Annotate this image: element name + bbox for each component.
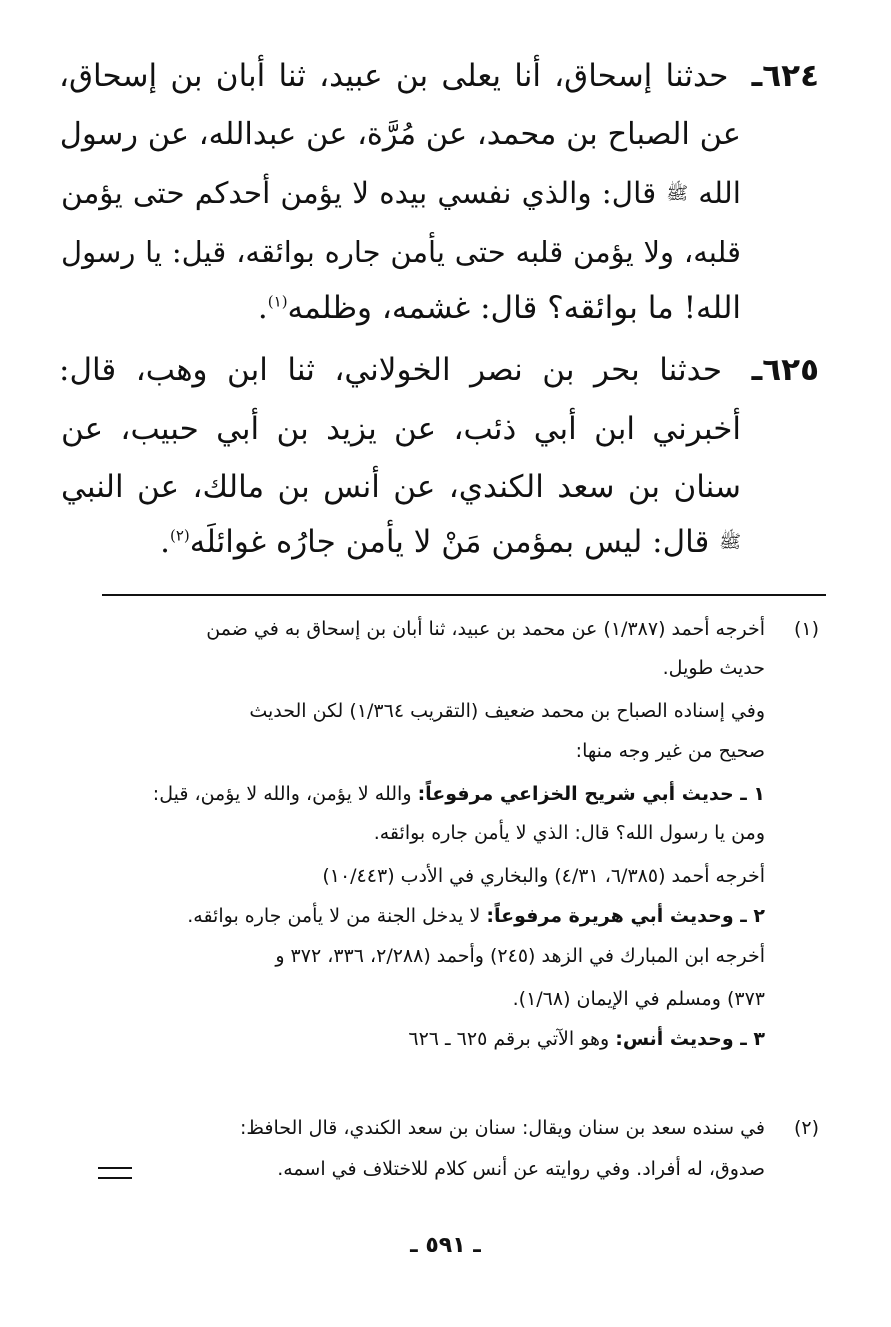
footnote-1-line-10: ٣٧٣) ومسلم في الإيمان (١/٦٨). — [512, 988, 765, 1010]
hadith-625-text-4: قال: ليس بمؤمن مَنْ لا يأمن جارُه غوائلَه — [189, 524, 710, 560]
hadith-624-line-3 — [61, 176, 741, 210]
footnote-2-number: (٢) — [793, 1117, 819, 1139]
footnote-1-line-9: أخرجه ابن المبارك في الزهد (٢٤٥) وأحمد (٢/٢٨٨، ٣٣٦، ٣٧٢ و — [275, 945, 765, 967]
footnote-1-item-2-heading: ٢ ـ وحديث أبي هريرة مرفوعاً: — [486, 905, 765, 927]
footnote-1-line-11 — [408, 1028, 765, 1050]
footnote-1-item-1-text: والله لا يؤمن، والله لا يؤمن، قيل: — [152, 783, 412, 805]
hadith-625-line-4 — [61, 524, 741, 560]
hadith-624-text-3a: الله — [698, 176, 741, 210]
footnote-1-line-5 — [153, 783, 765, 805]
footnote-1-number: (١) — [793, 618, 819, 640]
hadith-624-text-3b: قال: والذي نفسي بيده لا يؤمن أحدكم حتى يؤمن — [61, 176, 657, 210]
hadith-number-625: ٦٢٥ـ — [751, 352, 820, 388]
hadith-624-text-5: الله! ما بوائقه؟ قال: غشمه، وظلمه — [287, 290, 741, 326]
footnote-2-line-2: صدوق، له أفراد. وفي روايته عن أنس كلام للاختلاف في اسمه. — [277, 1158, 765, 1180]
salutation-glyph: ﷺ — [666, 183, 689, 204]
hadith-625-line-1 — [59, 352, 819, 388]
salutation-glyph: ﷺ — [719, 531, 741, 553]
hadith-624-text-1: حدثنا إسحاق، أنا يعلى بن عبيد، ثنا أبان بن إسحاق، — [59, 58, 729, 94]
hadith-625-line-2 — [61, 411, 741, 447]
footnote-separator — [102, 594, 826, 596]
hadith-624-line-5 — [61, 290, 741, 326]
footnote-1-item-3-text: وهو الآتي برقم ٦٢٥ ـ ٦٢٦ — [408, 1028, 610, 1050]
hadith-624-line-2 — [61, 117, 741, 152]
hadith-624-end: . — [257, 290, 268, 326]
hadith-624-text-4: قلبه، ولا يؤمن قلبه حتى يأمن جاره بوائقه، قيل: يا رسول — [61, 235, 741, 269]
hadith-625-text-3: سنان بن سعد الكندي، عن أنس بن مالك، عن النبي — [61, 469, 741, 505]
footnote-1-item-3-heading: ٣ ـ وحديث أنس: — [615, 1028, 765, 1050]
footnote-1-line-8 — [187, 905, 765, 927]
hadith-624-line-4 — [61, 235, 741, 269]
footnote-2-line-1: في سنده سعد بن سنان ويقال: سنان بن سعد الكندي، قال الحافظ: — [239, 1117, 765, 1139]
hadith-624-text-2: عن الصباح بن محمد، عن مُرَّة، عن عبدالله، عن رسول — [59, 117, 741, 152]
hadith-number-624: ٦٢٤ـ — [751, 58, 820, 94]
page-number: ـ ٥٩١ ـ — [410, 1233, 481, 1258]
footnote-1-line-4: صحيح من غير وجه منها: — [575, 740, 765, 762]
hadith-625-text-1: حدثنا بحر بن نصر الخولاني، ثنا ابن وهب، قال: — [59, 352, 723, 388]
footnote-1-item-2-text: لا يدخل الجنة من لا يأمن جاره بوائقه. — [187, 905, 481, 927]
footnote-ref-1[interactable]: (١) — [267, 292, 288, 311]
footnote-ref-2[interactable]: (٢) — [169, 526, 190, 545]
footnote-1-line-6: ومن يا رسول الله؟ قال: الذي لا يأمن جاره بوائقه. — [373, 822, 765, 844]
footnote-1-line-1: أخرجه أحمد (١/٣٨٧) عن محمد بن عبيد، ثنا أبان بن إسحاق به في ضمن — [206, 618, 765, 640]
footnote-1-line-2: حديث طويل. — [662, 657, 765, 679]
footnote-end-mark — [98, 1167, 132, 1179]
footnote-1-line-7: أخرجه أحمد (٦/٣٨٥، ٤/٣١) والبخاري في الأدب (١٠/٤٤٣) — [322, 865, 765, 887]
footnote-1-line-3: وفي إسناده الصباح بن محمد ضعيف (التقريب ١/٣٦٤) لكن الحديث — [249, 700, 765, 722]
hadith-625-text-2: أخبرني ابن أبي ذئب، عن يزيد بن أبي حبيب، عن — [61, 411, 741, 447]
footnote-1-item-1-heading: ١ ـ حديث أبي شريح الخزاعي مرفوعاً: — [417, 783, 765, 805]
hadith-625-line-3 — [61, 469, 741, 505]
hadith-624-line-1 — [59, 58, 819, 94]
hadith-625-end: . — [160, 524, 170, 560]
